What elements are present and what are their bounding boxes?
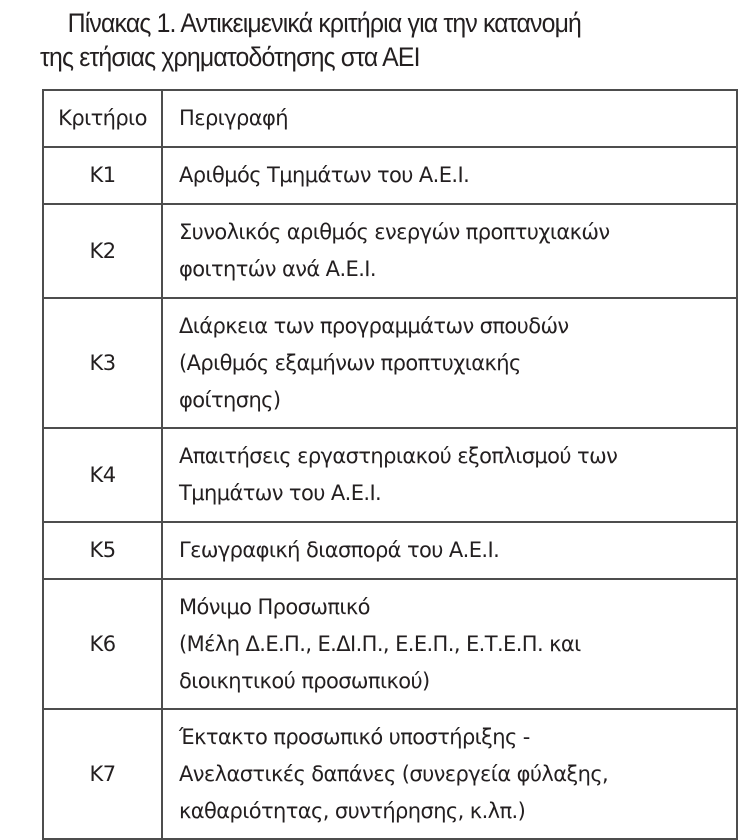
criterion-description — [162, 579, 737, 709]
description-line: Γεωγραφική διασπορά του Α.Ε.Ι. — [179, 538, 500, 562]
table-row — [43, 298, 737, 428]
criterion-description — [162, 709, 737, 839]
caption-line-1: Πίνακας 1. Αντικειμενικά κριτήρια για την κατανομή — [67, 8, 582, 38]
table-row — [43, 709, 737, 839]
description-line: Έκτακτο προσωπικό υποστήριξης - — [179, 724, 530, 749]
table-row — [43, 204, 737, 298]
description-line: Απαιτήσεις εργαστηριακού εξοπλισμού των — [179, 444, 618, 468]
description-line: διοικητικού προσωπικού) — [179, 668, 430, 693]
criterion-code: K2 — [43, 204, 162, 298]
description-line: Διάρκεια των προγραμμάτων σπουδών — [179, 313, 569, 338]
header-description: Περιγραφή — [162, 90, 737, 147]
criterion-description — [162, 204, 737, 298]
table-row — [43, 579, 737, 709]
description-line: φοιτητών ανά Α.Ε.Ι. — [179, 257, 376, 281]
description-line: Συνολικός αριθμός ενεργών προπτυχιακών — [179, 220, 610, 244]
description-line: (Μέλη Δ.Ε.Π., Ε.ΔΙ.Π., Ε.Ε.Π., Ε.Τ.Ε.Π. και — [179, 631, 581, 656]
criterion-description — [162, 428, 737, 522]
criterion-code: K1 — [43, 147, 162, 204]
criterion-code: K6 — [43, 579, 162, 709]
table-row — [43, 522, 737, 579]
criterion-description — [162, 147, 737, 204]
criteria-table — [42, 89, 738, 840]
description-line: Μόνιμο Προσωπικό — [179, 594, 370, 619]
criterion-description — [162, 522, 737, 579]
table-row — [43, 147, 737, 204]
header-code: Κριτήριο — [43, 90, 162, 147]
caption-line-2: της ετήσιας χρηματοδότησης στα ΑΕΙ — [40, 42, 420, 72]
description-line: Τμημάτων του Α.Ε.Ι. — [179, 481, 382, 505]
criterion-code: K7 — [43, 709, 162, 839]
description-line: Ανελαστικές δαπάνες (συνεργεία φύλαξης, — [179, 761, 609, 786]
criterion-description — [162, 298, 737, 428]
description-line: καθαριότητας, συντήρησης, κ.λπ.) — [179, 798, 526, 823]
description-line: (Αριθμός εξαμήνων προπτυχιακής — [179, 350, 521, 375]
table-header-row — [43, 90, 737, 147]
criterion-code: K5 — [43, 522, 162, 579]
table-caption — [40, 6, 684, 74]
criterion-code: K4 — [43, 428, 162, 522]
description-line: Αριθμός Τμημάτων του Α.Ε.Ι. — [179, 163, 470, 187]
description-line: φοίτησης) — [179, 387, 281, 412]
criterion-code: K3 — [43, 298, 162, 428]
table-row — [43, 428, 737, 522]
